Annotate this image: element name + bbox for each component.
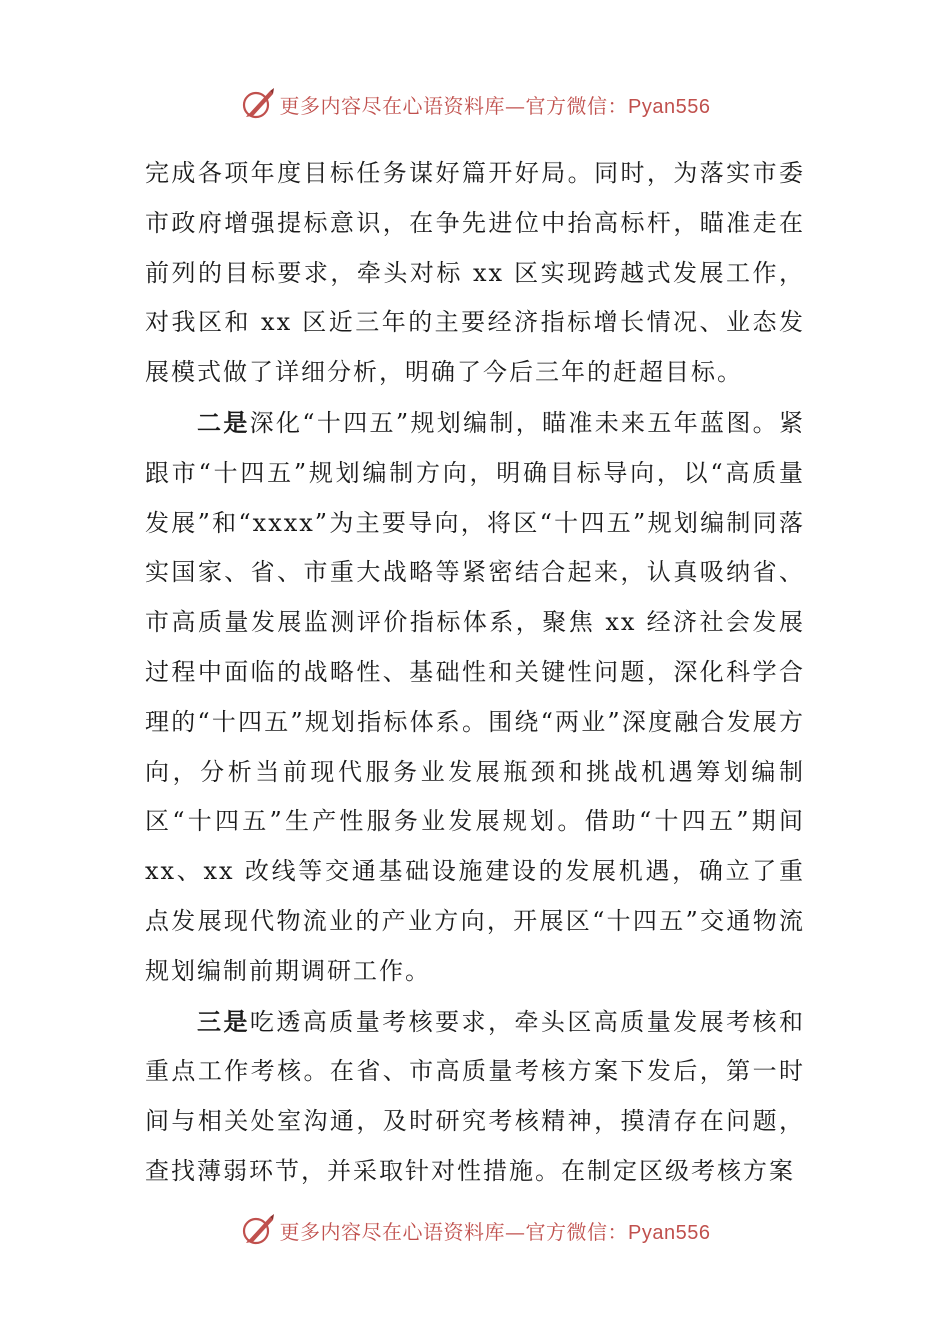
paragraph-2-text: 深化“十四五”规划编制，瞄准未来五年蓝图。紧跟市“十四五”规划编制方向，明确目标导向，以“高质量发展”和“xxxx”为主要导向，将区“十四五”规划编制同落实国家、省、市重大战略等紧密结合起来，认真吸纳省、市高质量发展监测评价指标体系，聚焦 xx 经济社会发展过程中面临的战略性、基础性和关键性问题，深化科学合理的“十四五”规划指标体系。围绕“两业”深度融合发展方向，分析当前现代服务业发展瓶颈和挑战机遇筹划编制区“十四五”生产性服务业发展规划。借助“十四五”期间 xx、xx 改线等交通基础设施建设的发展机遇，确立了重点发展现代物流业的产业方向，开展区“十四五”交通物流规划编制前期调研工作。 [145, 408, 805, 985]
paragraph-1 [145, 148, 805, 398]
document-body [145, 148, 805, 1197]
footer-banner-text [280, 1216, 711, 1245]
footer-banner-wechat-label: 官方微信： [525, 1219, 629, 1244]
header-banner-wechat-label: 官方微信： [525, 93, 629, 118]
paragraph-2 [145, 398, 805, 997]
quill-pen-logo-icon [240, 1212, 276, 1248]
paragraph-3-text: 吃透高质量考核要求，牵头区高质量发展考核和重点工作考核。在省、市高质量考核方案下发后，第一时间与相关处室沟通，及时研究考核精神，摸清存在问题，查找薄弱环节，并采取针对性措施。在制定区级考核方案 [145, 1007, 806, 1185]
header-banner-wechat-id: Pyan556 [628, 95, 711, 118]
header-watermark-banner [0, 82, 950, 126]
footer-watermark-banner [0, 1208, 950, 1252]
header-banner-text [280, 90, 711, 119]
paragraph-1-text: 完成各项年度目标任务谋好篇开好局。同时，为落实市委市政府增强提标意识，在争先进位中抬高标杆，瞄准走在前列的目标要求，牵头对标 xx 区实现跨越式发展工作，对我区和 xx 区近三年的主要经济指标增长情况、业态发展模式做了详细分析，明确了今后三年的赶超目标。 [145, 159, 805, 387]
footer-banner-dash: — [505, 1219, 526, 1244]
paragraph-3-lead: 三是 [197, 1006, 250, 1036]
paragraph-3 [145, 997, 805, 1197]
paragraph-2-lead: 二是 [197, 407, 250, 437]
footer-banner-wechat-id: Pyan556 [628, 1221, 711, 1244]
header-banner-dash: — [505, 93, 526, 118]
header-banner-main: 更多内容尽在心语资料库 [279, 93, 506, 118]
footer-banner-main: 更多内容尽在心语资料库 [279, 1219, 506, 1244]
quill-pen-logo-icon [240, 86, 276, 122]
